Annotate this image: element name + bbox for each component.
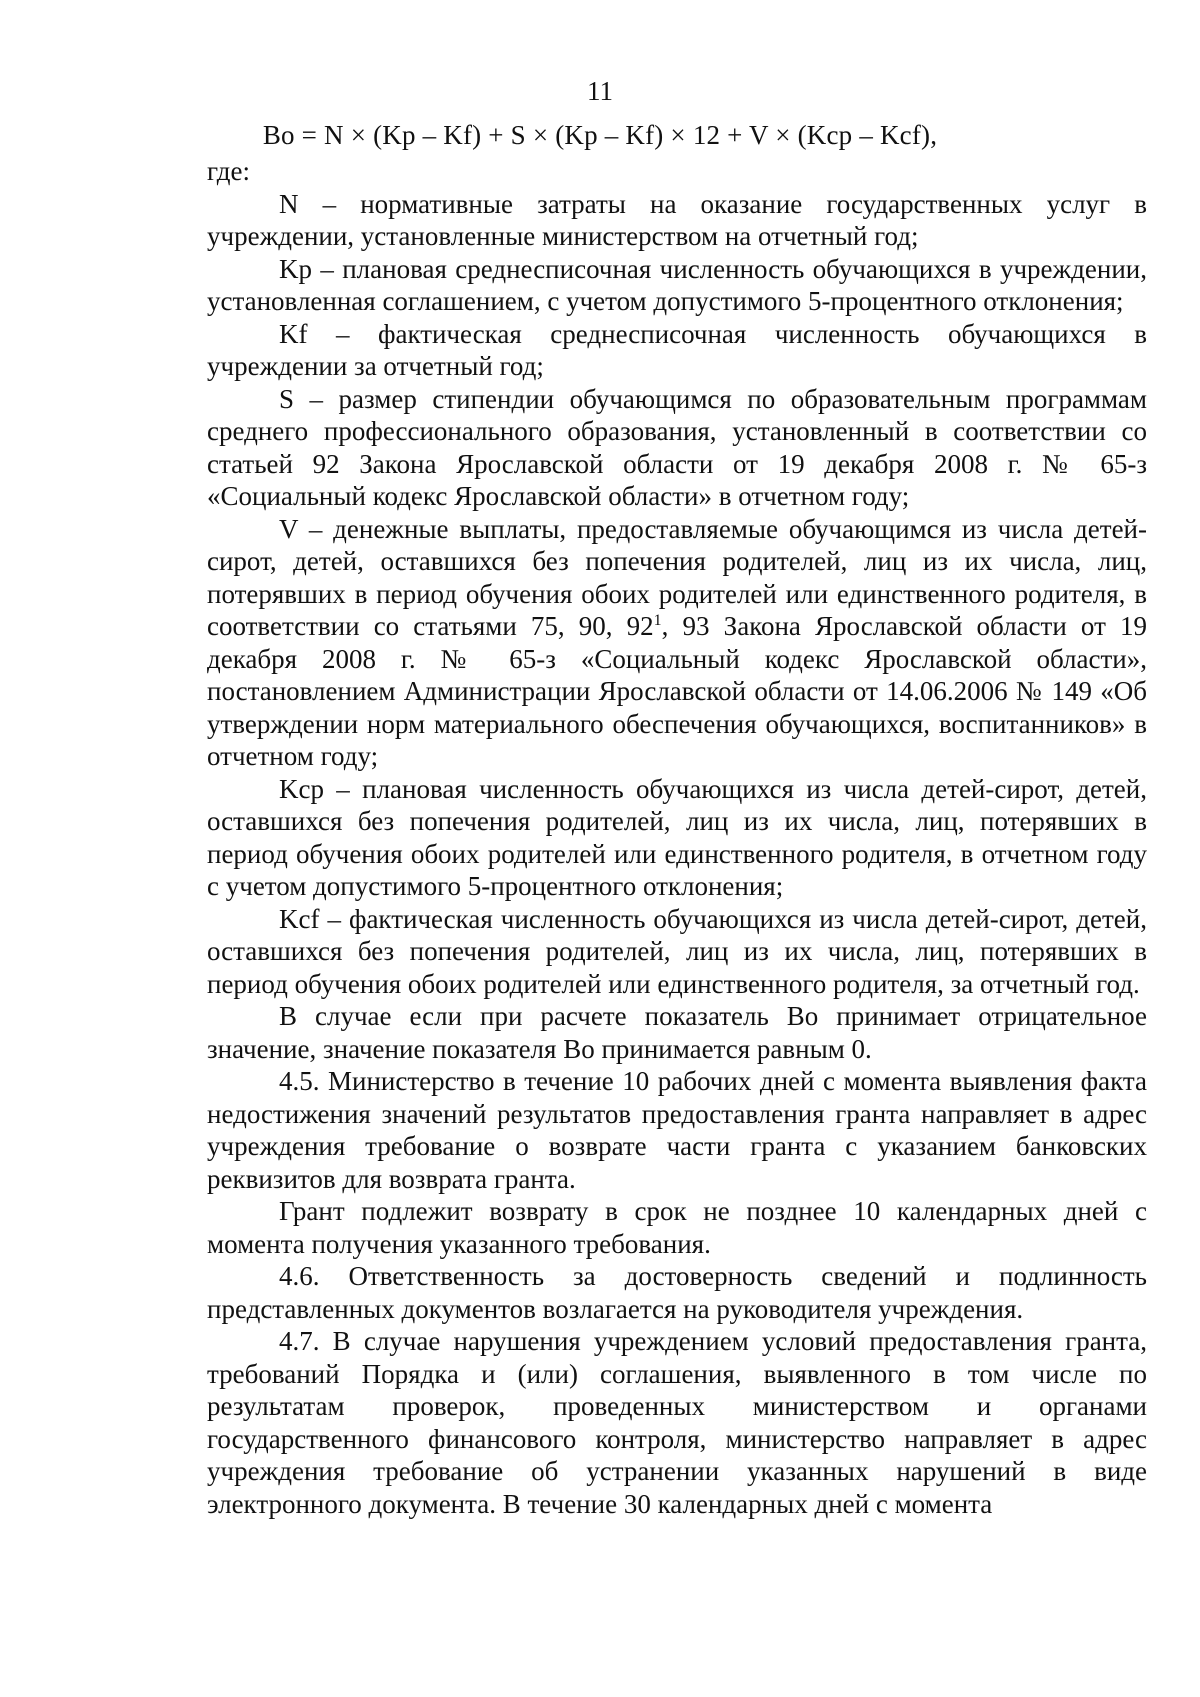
definition-v [207,513,1147,773]
definition-v-superscript: 1 [653,612,662,629]
paragraph-negative-value: В случае если при расчете показатель Bo принимает отрицательное значение, значение показателя Bo принимается равным 0. [207,1001,1147,1064]
definition-s: S – размер стипендии обучающимся по образовательным программам среднего профессионального образования, установленный в соответствии со статьей 92 Закона Ярославской области от 19 декабря 2008 г. № 65-з «Социальный кодекс Ярославской области» в отчетном году; [207,383,1147,511]
definition-n: N – нормативные затраты на оказание государственных услуг в учреждении, установленные министерством на отчетный год; [207,188,1147,251]
definition-kp: Kp – плановая среднесписочная численность обучающихся в учреждении, установленная соглашением, с учетом допустимого 5-процентного отклонения; [207,253,1147,316]
definition-v-text-end: , 93 Закона Ярославской области от 19 декабря 2008 г. № 65-з «Социальный кодекс Ярославской области», постановлением Администрации Ярославской области от 14.06.2006 № 149 «Об утверждении норм материального обеспечения обучающихся, воспитанников» в отчетном году; [207,611,1147,771]
definition-kf: Kf – фактическая среднесписочная численность обучающихся в учреждении за отчетный год; [207,318,1147,381]
paragraph-4-5: 4.5. Министерство в течение 10 рабочих дней с момента выявления факта недостижения значений результатов предоставления гранта направляет в адрес учреждения требование о возврате части гранта с указанием банковских реквизитов для возврата гранта. [207,1066,1147,1194]
formula: Bo = N × (Kp – Kf) + S × (Kp – Kf) × 12 + V × (Kcp – Kcf), [262,120,938,150]
page-number: 11 [587,76,613,106]
definition-kcf: Kcf – фактическая численность обучающихся из числа детей-сирот, детей, оставшихся без попечения родителей, лиц из их числа, лиц, потерявших в период обучения обоих родителей или единственного родителя, за отчетный год. [207,903,1147,999]
paragraph-refund-term: Грант подлежит возврату в срок не позднее 10 календарных дней с момента получения указанного требования. [207,1196,1147,1259]
definition-v-text-start: V – денежные выплаты, предоставляемые обучающимся из числа детей-сирот, детей, оставшихся без попечения родителей, лиц из их числа, лиц, потерявших в период обучения обоих родителей или единственного родителя, в соответствии со статьями 75, 90, 92 [207,513,1147,641]
document-body [207,155,1147,1520]
paragraph-4-6: 4.6. Ответственность за достоверность сведений и подлинность представленных документов возлагается на руководителя учреждения. [207,1261,1147,1324]
paragraph-4-7: 4.7. В случае нарушения учреждением условий предоставления гранта, требований Порядка и (или) соглашения, выявленного в том числе по результатам проверок, проведенных министерством и органами государственного финансового контроля, министерство направляет в адрес учреждения требование об устранении указанных нарушений в виде электронного документа. В течение 30 календарных дней с момента [207,1326,1147,1519]
definition-kcp: Kcp – плановая численность обучающихся из числа детей-сирот, детей, оставшихся без попечения родителей, лиц из их числа, лиц, потерявших в период обучения обоих родителей или единственного родителя, в отчетном году с учетом допустимого 5-процентного отклонения; [207,773,1147,901]
where-label: где: [207,156,250,186]
